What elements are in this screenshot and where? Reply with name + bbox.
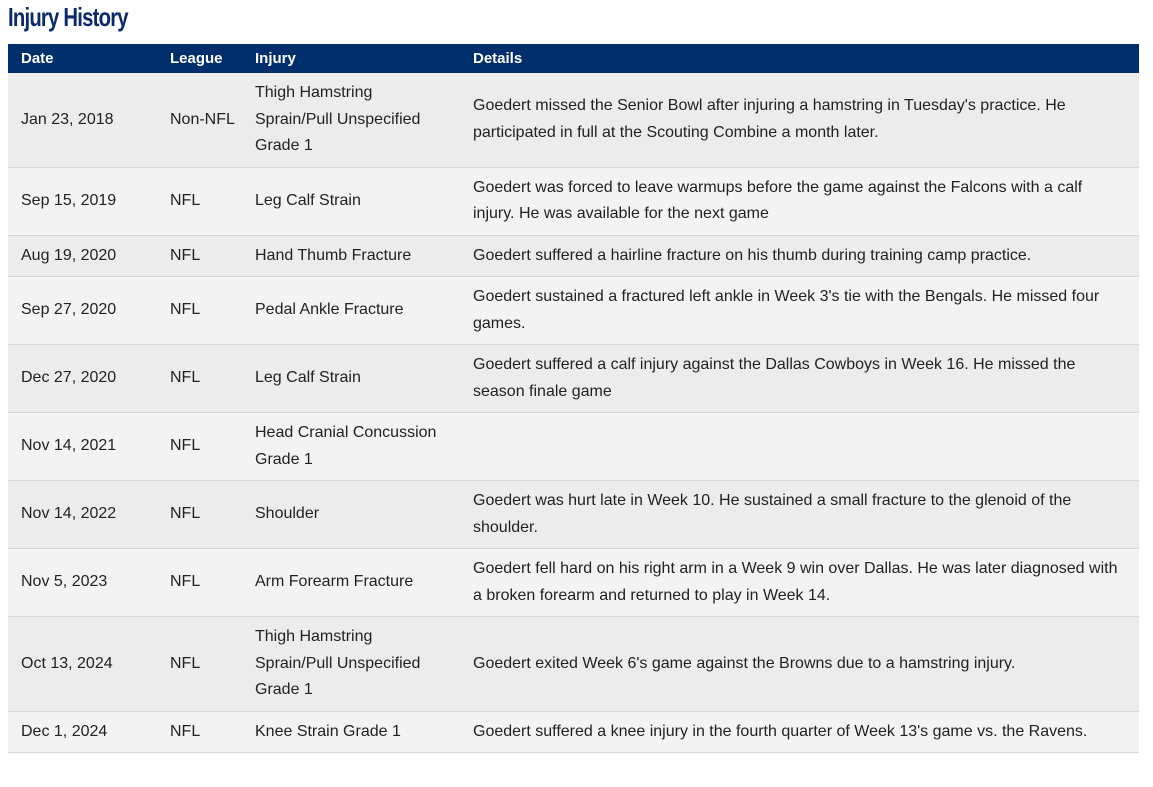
cell-league: NFL [170, 437, 201, 455]
injury-history-table [8, 44, 1139, 753]
cell-injury: Head Cranial Concussion Grade 1 [255, 424, 437, 468]
page-title: Injury History [8, 2, 128, 32]
table-row [8, 73, 1139, 167]
cell-injury: Hand Thumb Fracture [255, 246, 412, 264]
table-row [8, 711, 1139, 753]
cell-league: NFL [170, 722, 201, 740]
column-header-league: League [170, 50, 223, 67]
cell-details: Goedert sustained a fractured left ankle in Week 3's tie with the Bengals. He missed four games. [473, 288, 1100, 332]
cell-injury: Pedal Ankle Fracture [255, 301, 404, 319]
table-body [8, 73, 1139, 753]
cell-league: NFL [170, 246, 201, 264]
cell-details: Goedert missed the Senior Bowl after injuring a hamstring in Tuesday's practice. He participated in full at the Scouting Combine a month later. [473, 97, 1066, 141]
table-row [8, 345, 1139, 413]
cell-date: Nov 5, 2023 [21, 573, 108, 591]
cell-injury: Thigh Hamstring Sprain/Pull Unspecified Grade 1 [255, 628, 421, 698]
cell-date: Sep 15, 2019 [21, 191, 117, 209]
cell-date: Dec 1, 2024 [21, 722, 108, 740]
cell-details: Goedert suffered a calf injury against the Dallas Cowboys in Week 16. He missed the season finale game [473, 356, 1076, 400]
cell-injury: Thigh Hamstring Sprain/Pull Unspecified Grade 1 [255, 84, 421, 154]
cell-date: Oct 13, 2024 [21, 654, 113, 672]
cell-league: NFL [170, 369, 201, 387]
column-header-date: Date [21, 50, 54, 67]
table-row [8, 617, 1139, 712]
table-row [8, 413, 1139, 481]
cell-league: NFL [170, 301, 201, 319]
cell-injury: Arm Forearm Fracture [255, 573, 414, 591]
cell-details: Goedert suffered a hairline fracture on his thumb during training camp practice. [473, 246, 1032, 264]
cell-details: Goedert was hurt late in Week 10. He sustained a small fracture to the glenoid of the shoulder. [473, 492, 1072, 536]
cell-injury: Leg Calf Strain [255, 191, 361, 209]
cell-league: NFL [170, 191, 201, 209]
cell-date: Jan 23, 2018 [21, 110, 114, 128]
cell-injury: Leg Calf Strain [255, 369, 361, 387]
cell-league: NFL [170, 654, 201, 672]
cell-details: Goedert exited Week 6's game against the Browns due to a hamstring injury. [473, 654, 1016, 672]
cell-details: Goedert suffered a knee injury in the fourth quarter of Week 13's game vs. the Ravens. [473, 722, 1088, 740]
table-row [8, 481, 1139, 549]
cell-date: Aug 19, 2020 [21, 246, 117, 264]
table-header [8, 44, 1139, 73]
cell-league: NFL [170, 505, 201, 523]
cell-details [460, 413, 1139, 481]
cell-details: Goedert fell hard on his right arm in a Week 9 win over Dallas. He was later diagnosed with a broken forearm and returned to play in Week 14. [473, 560, 1118, 604]
cell-league: NFL [170, 573, 201, 591]
cell-injury: Shoulder [255, 505, 320, 523]
table-header-row [8, 44, 1139, 73]
cell-date: Nov 14, 2021 [21, 437, 117, 455]
column-header-details: Details [473, 50, 523, 67]
cell-injury: Knee Strain Grade 1 [255, 722, 401, 740]
cell-date: Dec 27, 2020 [21, 369, 117, 387]
table-row [8, 549, 1139, 617]
column-header-injury: Injury [255, 50, 296, 67]
cell-date: Nov 14, 2022 [21, 505, 117, 523]
table-row [8, 235, 1139, 277]
table-row [8, 167, 1139, 235]
cell-league: Non-NFL [170, 110, 235, 128]
table-row [8, 277, 1139, 345]
cell-details: Goedert was forced to leave warmups before the game against the Falcons with a calf injury. He was available for the next game [473, 178, 1083, 222]
cell-date: Sep 27, 2020 [21, 301, 117, 319]
